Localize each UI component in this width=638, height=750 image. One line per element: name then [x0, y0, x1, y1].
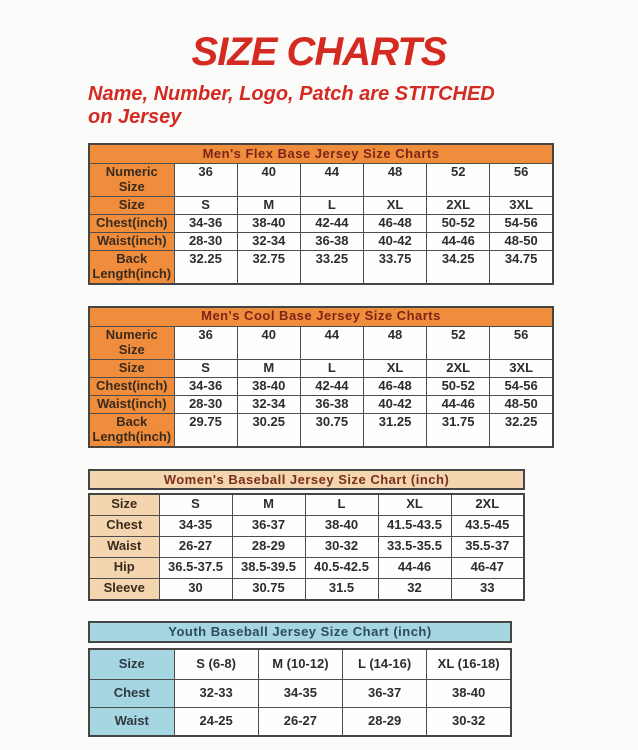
data-cell: 36-37 [232, 515, 305, 536]
mens-flex-base-size-chart [88, 143, 554, 285]
data-cell: 30.75 [232, 578, 305, 600]
table-row [89, 557, 524, 578]
table-title-row [89, 144, 553, 164]
table-row [89, 578, 524, 600]
table-row [89, 515, 524, 536]
data-cell: 40-42 [363, 232, 426, 250]
table-row [89, 164, 553, 197]
data-cell: S (6-8) [174, 649, 258, 680]
data-cell: 43.5-45 [451, 515, 524, 536]
data-cell: 28-29 [232, 536, 305, 557]
data-cell: 36.5-37.5 [159, 557, 232, 578]
table-title: Men's Cool Base Jersey Size Charts [89, 307, 553, 327]
table-row [89, 494, 524, 516]
data-cell: 32-34 [237, 395, 300, 413]
data-cell: M (10-12) [258, 649, 342, 680]
data-cell: 50-52 [427, 377, 490, 395]
table-title-row [89, 307, 553, 327]
data-cell: 44 [300, 326, 363, 359]
womens-baseball-table-section [88, 469, 638, 601]
data-cell: 29.75 [174, 413, 237, 447]
womens-baseball-size-chart [88, 493, 525, 601]
mens-cool-base-table-section [88, 306, 638, 448]
data-cell: 26-27 [258, 707, 342, 736]
table-row [89, 232, 553, 250]
page-subtitle-line-1: Name, Number, Logo, Patch are STITCHED [88, 83, 495, 105]
data-cell: S [174, 359, 237, 377]
data-cell: 33 [451, 578, 524, 600]
data-cell: 54-56 [490, 214, 553, 232]
row-label-cell: Chest(inch) [89, 377, 174, 395]
data-cell: 48 [363, 164, 426, 197]
table-row [89, 326, 553, 359]
data-cell: 36-37 [343, 679, 427, 707]
table-row [89, 536, 524, 557]
data-cell: 48 [363, 326, 426, 359]
data-cell: 31.5 [305, 578, 378, 600]
data-cell: 2XL [427, 196, 490, 214]
row-label-cell: Waist [89, 536, 159, 557]
data-cell: XL [363, 359, 426, 377]
data-cell: 2XL [451, 494, 524, 516]
table-title: Youth Baseball Jersey Size Chart (inch) [88, 621, 512, 643]
table-row [89, 413, 553, 447]
table-row [89, 359, 553, 377]
youth-baseball-size-chart [88, 648, 512, 737]
row-label-cell: Waist(inch) [89, 232, 174, 250]
data-cell: 36-38 [300, 395, 363, 413]
page-subtitle [88, 83, 568, 129]
row-label-cell: Waist [89, 707, 174, 736]
data-cell: 44 [300, 164, 363, 197]
data-cell: 56 [490, 326, 553, 359]
data-cell: 40 [237, 326, 300, 359]
data-cell: 34.75 [490, 250, 553, 284]
data-cell: 30-32 [427, 707, 511, 736]
data-cell: L [300, 196, 363, 214]
row-label-cell: Numeric Size [89, 164, 174, 197]
data-cell: XL [363, 196, 426, 214]
data-cell: S [159, 494, 232, 516]
data-cell: 30.75 [300, 413, 363, 447]
data-cell: 40.5-42.5 [305, 557, 378, 578]
row-label-cell: Size [89, 196, 174, 214]
table-row [89, 395, 553, 413]
row-label-cell: Size [89, 649, 174, 680]
data-cell: L (14-16) [343, 649, 427, 680]
data-cell: 34-35 [258, 679, 342, 707]
data-cell: 30.25 [237, 413, 300, 447]
data-cell: 36 [174, 326, 237, 359]
table-row [89, 679, 511, 707]
row-label-cell: Chest [89, 515, 159, 536]
data-cell: 26-27 [159, 536, 232, 557]
data-cell: 28-30 [174, 232, 237, 250]
data-cell: 44-46 [378, 557, 451, 578]
table-title: Men's Flex Base Jersey Size Charts [89, 144, 553, 164]
data-cell: 3XL [490, 196, 553, 214]
data-cell: 36-38 [300, 232, 363, 250]
data-cell: M [232, 494, 305, 516]
row-label-cell: Numeric Size [89, 326, 174, 359]
data-cell: 52 [427, 164, 490, 197]
data-cell: 54-56 [490, 377, 553, 395]
data-cell: 28-29 [343, 707, 427, 736]
data-cell: M [237, 196, 300, 214]
table-row [89, 707, 511, 736]
data-cell: 32.25 [490, 413, 553, 447]
data-cell: 30-32 [305, 536, 378, 557]
data-cell: 34-36 [174, 214, 237, 232]
data-cell: S [174, 196, 237, 214]
data-cell: 34.25 [427, 250, 490, 284]
row-label-cell: Size [89, 494, 159, 516]
data-cell: 31.25 [363, 413, 426, 447]
row-label-cell: Sleeve [89, 578, 159, 600]
data-cell: 2XL [427, 359, 490, 377]
data-cell: 46-48 [363, 214, 426, 232]
data-cell: 30 [159, 578, 232, 600]
data-cell: 34-35 [159, 515, 232, 536]
row-label-cell: Size [89, 359, 174, 377]
data-cell: 32.75 [237, 250, 300, 284]
row-label-cell: Back Length(inch) [89, 250, 174, 284]
data-cell: 33.25 [300, 250, 363, 284]
data-cell: L [300, 359, 363, 377]
data-cell: 34-36 [174, 377, 237, 395]
row-label-cell: Chest [89, 679, 174, 707]
table-row [89, 250, 553, 284]
data-cell: 38-40 [305, 515, 378, 536]
page-subtitle-line-2: on Jersey [88, 106, 182, 128]
data-cell: 46-47 [451, 557, 524, 578]
data-cell: 32-33 [174, 679, 258, 707]
data-cell: 38-40 [237, 377, 300, 395]
data-cell: 38.5-39.5 [232, 557, 305, 578]
row-label-cell: Hip [89, 557, 159, 578]
row-label-cell: Waist(inch) [89, 395, 174, 413]
data-cell: 24-25 [174, 707, 258, 736]
row-label-cell: Chest(inch) [89, 214, 174, 232]
table-row [89, 214, 553, 232]
data-cell: M [237, 359, 300, 377]
data-cell: 32 [378, 578, 451, 600]
row-label-cell: Back Length(inch) [89, 413, 174, 447]
data-cell: 33.75 [363, 250, 426, 284]
youth-baseball-table-section [88, 621, 638, 737]
page-title: SIZE CHARTS [191, 30, 447, 74]
data-cell: 56 [490, 164, 553, 197]
data-cell: L [305, 494, 378, 516]
data-cell: 48-50 [490, 395, 553, 413]
data-cell: 50-52 [427, 214, 490, 232]
data-cell: 48-50 [490, 232, 553, 250]
data-cell: 38-40 [427, 679, 511, 707]
data-cell: XL (16-18) [427, 649, 511, 680]
data-cell: 44-46 [427, 395, 490, 413]
data-cell: 42-44 [300, 377, 363, 395]
data-cell: 44-46 [427, 232, 490, 250]
data-cell: XL [378, 494, 451, 516]
data-cell: 40-42 [363, 395, 426, 413]
table-title: Women's Baseball Jersey Size Chart (inch) [88, 469, 525, 490]
data-cell: 46-48 [363, 377, 426, 395]
data-cell: 28-30 [174, 395, 237, 413]
data-cell: 32-34 [237, 232, 300, 250]
data-cell: 31.75 [427, 413, 490, 447]
mens-flex-base-table-section [88, 143, 638, 285]
data-cell: 42-44 [300, 214, 363, 232]
mens-cool-base-size-chart [88, 306, 554, 448]
data-cell: 36 [174, 164, 237, 197]
data-cell: 38-40 [237, 214, 300, 232]
table-row [89, 377, 553, 395]
data-cell: 33.5-35.5 [378, 536, 451, 557]
table-row [89, 649, 511, 680]
data-cell: 35.5-37 [451, 536, 524, 557]
data-cell: 52 [427, 326, 490, 359]
data-cell: 3XL [490, 359, 553, 377]
table-row [89, 196, 553, 214]
data-cell: 32.25 [174, 250, 237, 284]
data-cell: 40 [237, 164, 300, 197]
data-cell: 41.5-43.5 [378, 515, 451, 536]
